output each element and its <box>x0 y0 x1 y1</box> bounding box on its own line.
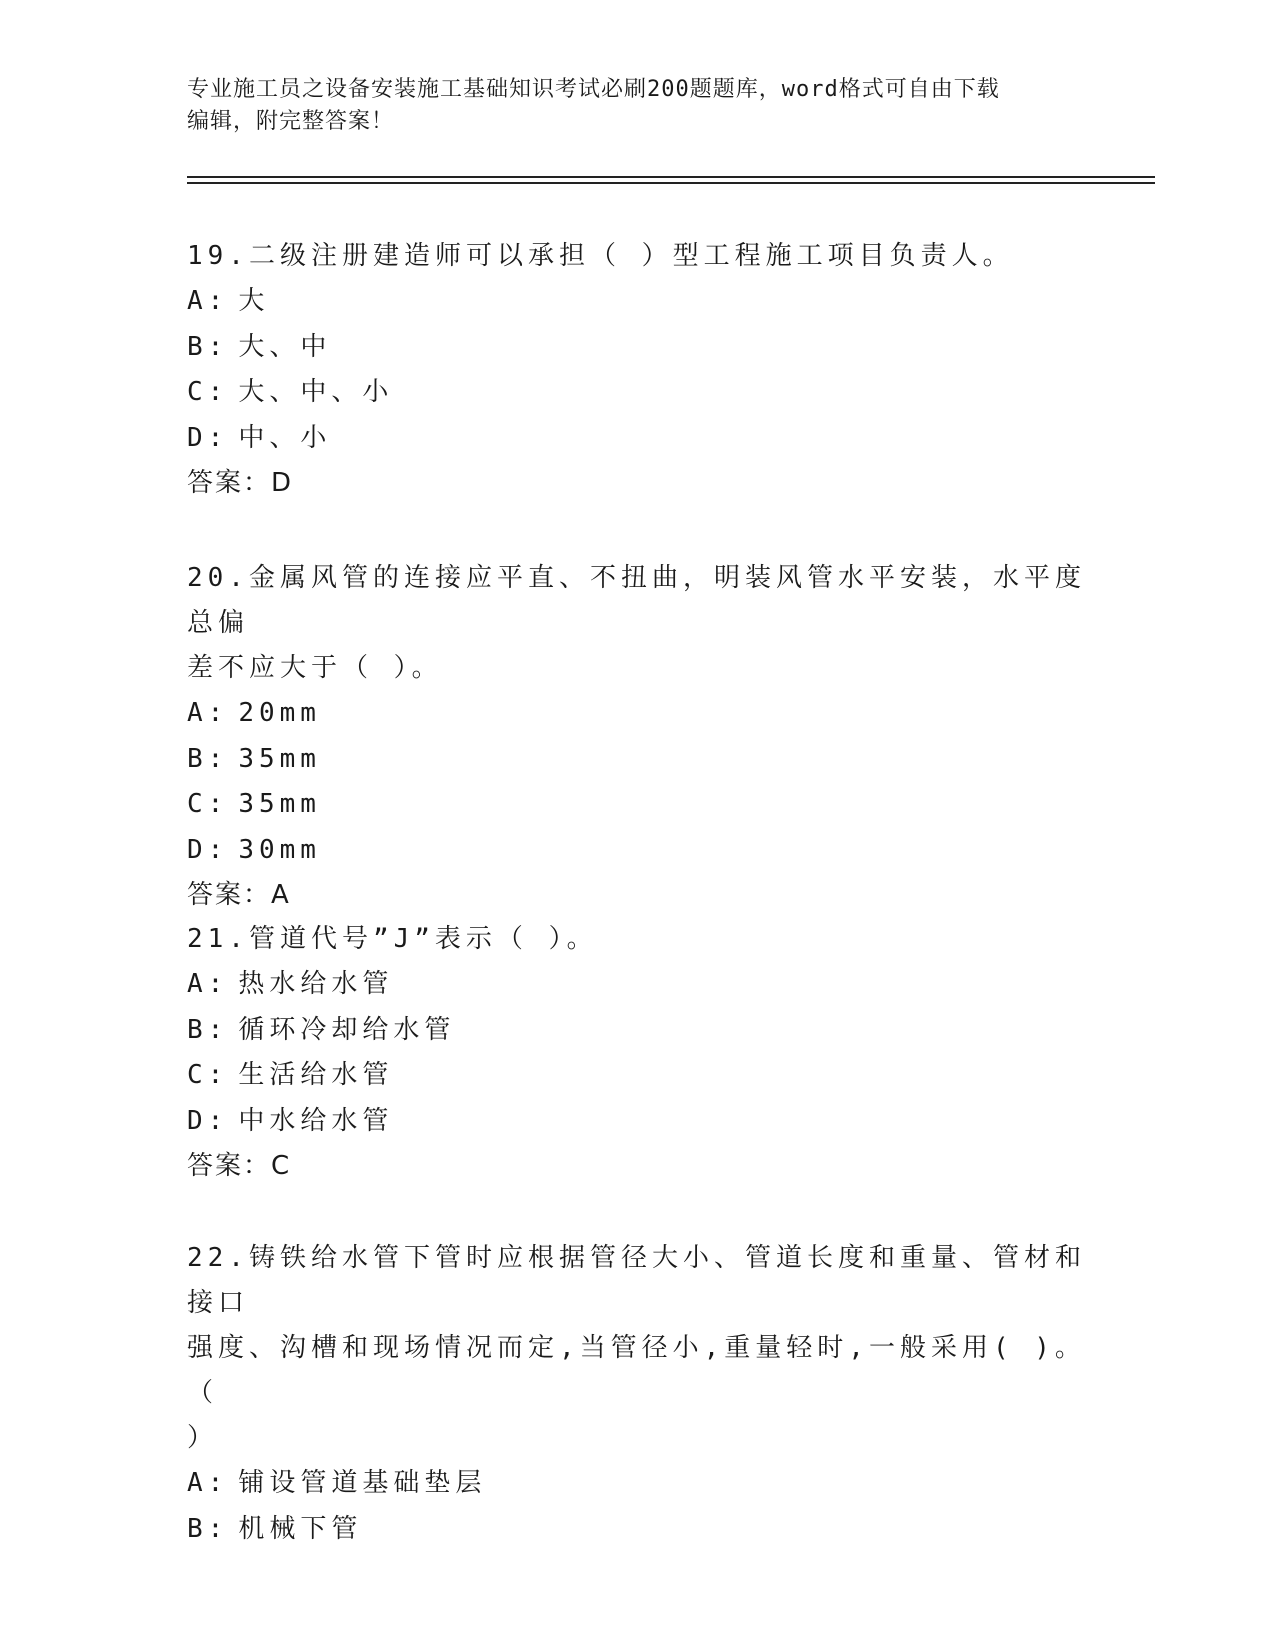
question-stem-continued: 强度、沟槽和现场情况而定,当管径小,重量轻时,一般采用( )。（ <box>187 1333 1086 1408</box>
question-stem-continued: 差不应大于（ ）。 <box>187 653 443 683</box>
option-b <box>187 1008 1087 1054</box>
question-21 <box>187 917 1087 1189</box>
answer: 答案：A <box>187 880 291 910</box>
header-line-1: 专业施工员之设备安装施工基础知识考试必刷200题题库，word格式可自由下载 <box>187 77 1000 102</box>
question-stem: 19.二级注册建造师可以承担（ ）型工程施工项目负责人。 <box>187 241 1014 271</box>
header-divider-top <box>187 176 1155 178</box>
option-text: 铺设管道基础垫层 <box>238 1468 487 1498</box>
option-a <box>187 691 1087 737</box>
option-text: 20mm <box>238 698 321 728</box>
option-c <box>187 782 1087 828</box>
header-line-2: 编辑，附完整答案！ <box>187 109 395 134</box>
option-text: 中、小 <box>238 422 332 453</box>
question-20 <box>187 556 1087 918</box>
option-label: C: <box>187 789 229 819</box>
option-label: C: <box>187 1060 229 1090</box>
option-label: A: <box>187 1468 229 1498</box>
option-d <box>187 828 1087 874</box>
option-a <box>187 1461 1087 1507</box>
option-d <box>187 416 1087 462</box>
option-label: C: <box>187 377 229 407</box>
question-stem: 20.金属风管的连接应平直、不扭曲，明装风管水平安装，水平度总偏 <box>187 563 1086 638</box>
option-label: B: <box>187 1014 229 1045</box>
question-stem: 22.铸铁给水管下管时应根据管径大小、管道长度和重量、管材和接口 <box>187 1243 1086 1318</box>
option-label: B: <box>187 331 229 362</box>
option-label: D: <box>187 422 229 453</box>
answer: 答案：D <box>187 468 294 498</box>
question-19 <box>187 234 1087 506</box>
option-text: 大 <box>238 286 270 316</box>
option-label: B: <box>187 1513 229 1544</box>
header-divider-bottom <box>187 182 1155 184</box>
option-a <box>187 279 1087 325</box>
option-label: A: <box>187 698 229 728</box>
option-label: B: <box>187 743 229 774</box>
option-text: 35mm <box>238 789 321 819</box>
option-label: A: <box>187 286 229 316</box>
option-text: 循环冷却给水管 <box>238 1014 456 1045</box>
option-label: D: <box>187 1105 229 1136</box>
question-stem: 21.管道代号”J”表示（ ）。 <box>187 924 598 954</box>
option-text: 30mm <box>238 834 321 865</box>
option-text: 大、中 <box>238 331 332 362</box>
option-label: D: <box>187 834 229 865</box>
option-text: 中水给水管 <box>238 1105 394 1136</box>
option-text: 大、中、小 <box>238 377 394 407</box>
option-a <box>187 962 1087 1008</box>
answer: 答案：C <box>187 1151 292 1181</box>
option-text: 35mm <box>238 743 321 774</box>
option-c <box>187 370 1087 416</box>
option-text: 机械下管 <box>238 1513 363 1544</box>
option-label: A: <box>187 969 229 999</box>
option-b <box>187 325 1087 371</box>
option-b <box>187 737 1087 783</box>
option-text: 热水给水管 <box>238 969 394 999</box>
option-b <box>187 1507 1087 1553</box>
question-22 <box>187 1236 1087 1552</box>
question-stem-continued: ） <box>187 1423 219 1453</box>
document-header <box>187 74 1077 138</box>
option-text: 生活给水管 <box>238 1060 394 1090</box>
option-d <box>187 1099 1087 1145</box>
option-c <box>187 1053 1087 1099</box>
